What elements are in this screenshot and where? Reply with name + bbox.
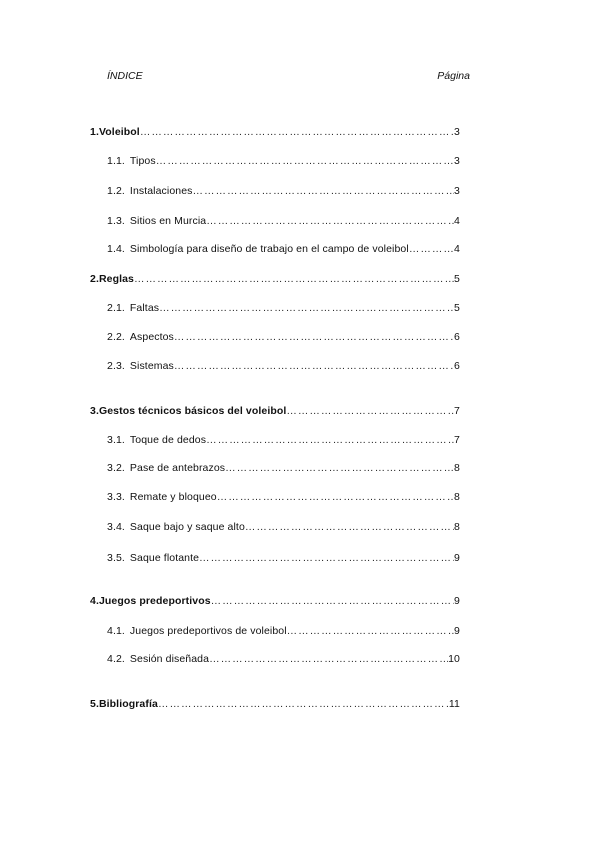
toc-entry xyxy=(107,653,460,665)
toc-entry-number: 2. xyxy=(90,273,99,285)
toc-entry-number: 1.3. xyxy=(107,215,125,227)
toc-entry-title: Juegos predeportivos xyxy=(98,595,211,607)
dot-leader xyxy=(245,521,454,533)
toc-entry-page: 7 xyxy=(454,434,460,446)
toc-entry xyxy=(90,595,460,607)
toc-entry-number: 1.1. xyxy=(107,155,125,167)
toc-entry-title: Remate y bloqueo xyxy=(129,491,217,503)
toc-entry-title: Reglas xyxy=(98,273,135,285)
toc-entry xyxy=(107,185,460,197)
dot-leader xyxy=(158,698,449,710)
toc-entry-title: Saque bajo y saque alto xyxy=(129,521,245,533)
dot-leader xyxy=(193,185,455,197)
toc-entry-title: Instalaciones xyxy=(129,185,193,197)
toc-entry-title: Aspectos xyxy=(129,331,174,343)
toc-entry-number: 1.4. xyxy=(107,243,125,255)
toc-entry-page: 5 xyxy=(454,273,460,285)
toc-entry-title: Saque flotante xyxy=(129,552,200,564)
toc-entry-page: 6 xyxy=(454,360,460,372)
toc-entry xyxy=(90,698,460,710)
toc-entry xyxy=(107,215,460,227)
toc-entry-number: 3.2. xyxy=(107,462,125,474)
toc-entry xyxy=(107,302,460,314)
toc-entry xyxy=(107,462,460,474)
toc-entry-title: Juegos predeportivos de voleibol xyxy=(129,625,287,637)
toc-entry xyxy=(107,243,460,255)
dot-leader xyxy=(140,126,454,138)
toc-entry-page: 8 xyxy=(454,521,460,533)
dot-leader xyxy=(217,491,454,503)
toc-entry-page: 4 xyxy=(454,215,460,227)
toc-entry-number: 3.4. xyxy=(107,521,125,533)
dot-leader xyxy=(156,155,454,167)
toc-entry-page: 11 xyxy=(448,698,460,710)
toc-entry xyxy=(107,331,460,343)
toc-entry-page: 4 xyxy=(454,243,460,255)
dot-leader xyxy=(287,625,454,637)
toc-entry xyxy=(90,405,460,417)
toc-entry-number: 4. xyxy=(90,595,99,607)
toc-entry-page: 3 xyxy=(454,155,460,167)
toc-entry-number: 2.2. xyxy=(107,331,125,343)
dot-leader xyxy=(225,462,454,474)
toc-entry-title: Gestos técnicos básicos del voleibol xyxy=(98,405,287,417)
dot-leader xyxy=(134,273,454,285)
toc-entry xyxy=(107,491,460,503)
dot-leader xyxy=(159,302,454,314)
toc-entry-number: 3.3. xyxy=(107,491,125,503)
toc-entry xyxy=(107,155,460,167)
toc-entry-title: Sitios en Murcia xyxy=(129,215,207,227)
toc-entry xyxy=(90,126,460,138)
toc-entry-page: 8 xyxy=(454,462,460,474)
toc-entry-page: 9 xyxy=(454,625,460,637)
toc-entry-page: 8 xyxy=(454,491,460,503)
toc-entry-number: 2.3. xyxy=(107,360,125,372)
toc-entry-number: 3.5. xyxy=(107,552,125,564)
toc-entry-title: Simbología para diseño de trabajo en el campo de voleibol xyxy=(129,243,409,255)
toc-entry-title: Sistemas xyxy=(129,360,174,372)
toc-entry-number: 1.2. xyxy=(107,185,125,197)
toc-entry xyxy=(107,625,460,637)
toc-entry-page: 9 xyxy=(454,595,460,607)
toc-entry-page: 7 xyxy=(454,405,460,417)
dot-leader xyxy=(174,331,454,343)
toc-entry xyxy=(107,552,460,564)
toc-entry-number: 4.1. xyxy=(107,625,125,637)
toc-entry-page: 3 xyxy=(454,126,460,138)
toc-entry-number: 4.2. xyxy=(107,653,125,665)
dot-leader xyxy=(174,360,454,372)
toc-entry-number: 2.1. xyxy=(107,302,125,314)
dot-leader xyxy=(206,434,454,446)
toc-entry-title: Voleibol xyxy=(98,126,140,138)
toc-entry-page: 10 xyxy=(448,653,460,665)
dot-leader xyxy=(206,215,454,227)
dot-leader xyxy=(286,405,454,417)
toc-entry-number: 1. xyxy=(90,126,99,138)
toc-entry-number: 3.1. xyxy=(107,434,125,446)
index-heading: ÍNDICE xyxy=(107,70,143,82)
toc-entry-title: Tipos xyxy=(129,155,156,167)
toc-entry xyxy=(107,521,460,533)
toc-entry-number: 3. xyxy=(90,405,99,417)
toc-entry-number: 5. xyxy=(90,698,99,710)
toc-entry-title: Bibliografía xyxy=(98,698,158,710)
dot-leader xyxy=(409,243,454,255)
dot-leader xyxy=(211,595,454,607)
toc-entry-title: Sesión diseñada xyxy=(129,653,210,665)
page-column-heading: Página xyxy=(437,70,470,82)
toc-entry-title: Pase de antebrazos xyxy=(129,462,226,474)
toc-entry xyxy=(90,273,460,285)
dot-leader xyxy=(209,653,448,665)
toc-entry-page: 3 xyxy=(454,185,460,197)
toc-entry-title: Faltas xyxy=(129,302,160,314)
toc-entry xyxy=(107,434,460,446)
toc-entry-title: Toque de dedos xyxy=(129,434,207,446)
toc-entry-page: 5 xyxy=(454,302,460,314)
dot-leader xyxy=(199,552,454,564)
toc-entry-page: 9 xyxy=(454,552,460,564)
toc-entry-page: 6 xyxy=(454,331,460,343)
toc-entry xyxy=(107,360,460,372)
